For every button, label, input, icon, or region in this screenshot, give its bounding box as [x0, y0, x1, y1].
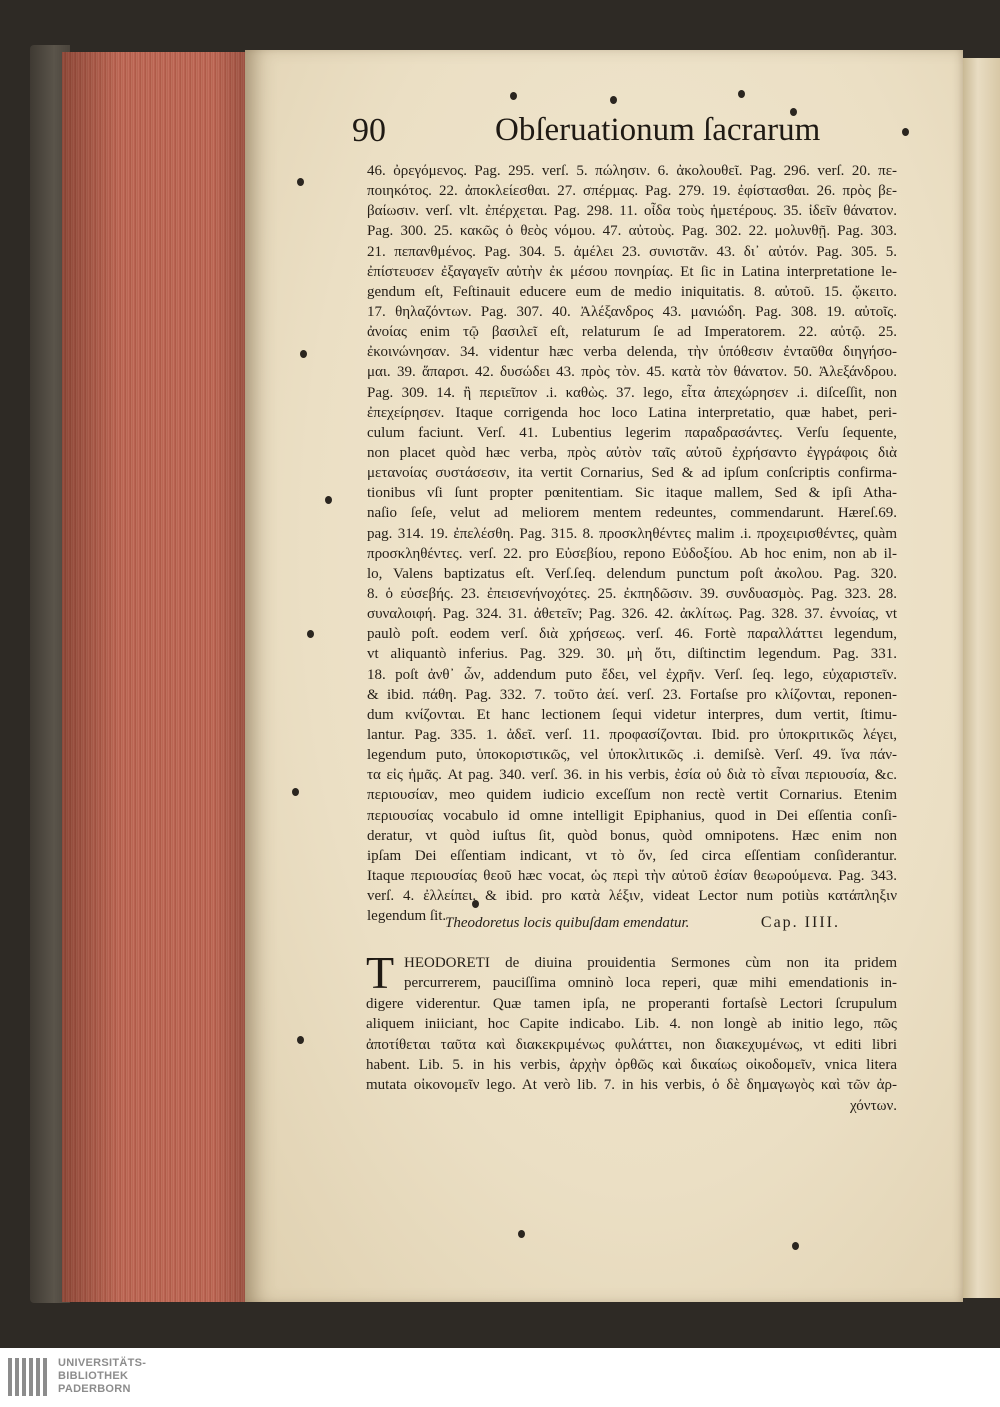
text-line: lantur. Pag. 335. 1. ἀδεῖ. verſ. 11. προφασίζονται. Ibid. pro ὑποκριτικῶς λέγει, [367, 726, 897, 743]
text-line: deratur, vt quòd iuſtus ſit, quòd bonus, quòd omnipotens. Hæc enim non [367, 827, 897, 844]
wormhole [300, 350, 307, 358]
text-line: aliquem iniiciant, hoc Capite indicabo. Lib. 4. non longè ab initio lego, πῶς [366, 1016, 897, 1033]
text-line: 17. θηλαζόντων. Pag. 307. 40. Ἀλέξανδρος 43. μανιώδη. Pag. 308. 19. αὐτοῖς. [367, 303, 897, 320]
text-line: βαίωσιν. verſ. vlt. ἐπέρχεται. Pag. 298. 11. οἶδα τοὺς ἡμετέρους. 35. ἰδεῖν θάνατον. [367, 203, 897, 220]
text-line: περιουσίαν, meo quidem iudicio exceſſum non rectè vertit Cornarius. Etenim [367, 787, 897, 804]
library-logo-icon [8, 1358, 50, 1396]
text-line: Pag. 309. 14. ἢ περιεῖπον .i. καθὼς. 37. lego, εἶτα ἀπεχώρησεν .i. diſceſſit, non [367, 384, 897, 401]
text-line: Itaque περιουσίας θεοῦ hæc vocat, ὡς περὶ τὴν αὐτοῦ ἐσίαν θεωρούμενα. Pag. 343. [367, 867, 897, 884]
facing-page-edge [963, 58, 1000, 1298]
text-line: 18. poſt ἀνθ᾽ ὧν, addendum puto ἔδει, vel ἐχρῆν. Verſ. ſeq. lego, εὐχαριστεῖν. [367, 666, 897, 683]
wormhole [325, 496, 332, 504]
text-line: dum κνίζονται. Et hanc lectionem ſequi videtur interpres, dum vertit, ſtimu- [367, 706, 897, 723]
text-line: non placet quòd hæc verba, πρὸς αὐτὸν ταῖς αὐτοῦ ἐχρήσαντο ἐγγράφοις διὰ [367, 444, 897, 461]
page-header [352, 112, 822, 162]
text-line: ἐπίστευσεν ἐξαγαγεῖν αὐτὴν ἐκ μέσου πονηρίας. Et ſic in Latina interpretatione le- [367, 263, 897, 280]
text-line: vt aliquantò inferius. Pag. 329. 30. μὴ ὅτι, diſtinctim legendum. Pag. 331. [367, 646, 897, 663]
text-line: 46. ὀρεγόμενος. Pag. 295. verſ. 5. πώλησιν. 6. ἀκολουθεῖ. Pag. 296. verſ. 20. πε- [367, 163, 897, 179]
wormhole [738, 90, 745, 98]
wormhole [510, 92, 517, 100]
wormhole [610, 96, 617, 104]
text-line: digere viderentur. Quæ tamen ipſa, ne properanti fortaſsè Lectori ſcrupulum [366, 995, 897, 1012]
text-line: legendum ſit. [367, 908, 447, 925]
library-logo-text [58, 1357, 146, 1396]
chapter-number: Cap. IIII. [760, 914, 840, 931]
text-line: culum faciunt. Verſ. 41. Lubentius legerim παραδρασάντες. Verſu ſequente, [367, 424, 897, 441]
red-page-edges [62, 52, 252, 1302]
text-line: περιουσίας vocabulo id omne intelligit Epiphanius, quod in Dei eſſentia conſi- [367, 807, 897, 824]
text-line: μαι. 39. ἅπαρσι. 42. δυσώδει 43. πρὸς τὸν. 45. κατὰ τὸν θάνατον. 50. Ἀλεξάνδρου. [367, 364, 897, 381]
wormhole [792, 1242, 799, 1250]
footer-bar [0, 1348, 1000, 1407]
drop-cap: T [366, 947, 395, 998]
wormhole [297, 178, 304, 186]
text-line: paulò poſt. eodem verſ. διὰ χρήσεως. verſ. 46. Fortè παραλλάττει legendum, [367, 626, 897, 643]
text-line: ἀποτίθεται ταῦτα καὶ διακεκριμένως φυλάττει, non διακεχυμένως, vt editi libri [366, 1036, 897, 1053]
chapter-title: Theodoretus locis quibuſdam emendatur. [445, 915, 690, 931]
running-title: Obſeruationum ſacrarum [495, 112, 821, 148]
text-line: ποιηκότος. 22. ἀποκλείεσθαι. 27. σπέρμας. Pag. 279. 19. ἐφίστασθαι. 26. πρὸς βε- [367, 183, 897, 200]
text-line: tionibus vſi ſunt propter pœnitentiam. Sic itaque mallem, Sed & ipſi Atha- [367, 485, 897, 502]
text-line: ipſam Dei eſſentiam indicant, vt τὸ ὄν, ſed circa eſſentiam conſiderantur. [367, 847, 897, 864]
chapter-heading [445, 915, 840, 939]
text-line: pag. 314. 19. ἐπελέσθη. Pag. 315. 8. προσκληθέντες malim .i. προχειρισθέντες, quàm [367, 525, 897, 542]
text-line: percurrerem, pauciſſima omninò loca reperi, quæ mihi emendationis in- [404, 975, 897, 992]
text-line: lo, Valens baptizatus eſt. Verſ.ſeq. delendum punctum poſt ἀκολου. Pag. 320. [367, 565, 897, 582]
text-line: ἐπεχείρησεν. Itaque corrigenda hoc loco Latina interpretatio, quæ habet, peri- [367, 404, 897, 421]
wormhole [307, 630, 314, 638]
logo-line: PADERBORN [58, 1383, 131, 1395]
text-line: legendum puto, ὑποκοριστικῶς, vel ὑποκλιτικῶς .i. demiſsè. Verſ. 49. ἵνα πάν- [367, 747, 897, 764]
text-line: naſio ſeſe, velut ad meliorem mentem redeuntes, commendarunt. Hæreſ.69. [367, 505, 897, 522]
wormhole [297, 1036, 304, 1044]
text-line: προσκληθέντες. verſ. 22. pro Εὐσεβίου, repono Εὐδοξίου. Ab hoc enim, non ab il- [367, 545, 897, 562]
text-line: & ibid. πάθη. Pag. 332. 7. τοῦτο ἀεί. verſ. 23. Fortaſse pro κλίζονται, reponen- [367, 686, 897, 703]
wormhole [518, 1230, 525, 1238]
text-line: mutata οἰκονομεῖν lego. At verò lib. 7. in his verbis, ὁ δὲ δημαγωγὸς καὶ τῶν ἀρ- [366, 1077, 897, 1094]
text-line: Pag. 300. 25. κακῶς ὁ θεὸς νόμου. 47. αὐτοὺς. Pag. 302. 22. μολυνθῇ. Pag. 303. [367, 223, 897, 240]
text-line: 8. ὁ εὐσεβής. 23. ἐπεισενήνοχότες. 25. ἐκπηδῶσιν. 39. συνδυασμὸς. Pag. 323. 28. [367, 585, 897, 602]
logo-line: BIBLIOTHEK [58, 1370, 129, 1382]
text-line: 21. πεπανθμένος. Pag. 304. 5. ἀμέλει 23. συνιστᾶν. 43. δι᾽ αὐτόν. Pag. 305. 5. [367, 243, 897, 260]
logo-line: UNIVERSITÄTS- [58, 1357, 147, 1369]
observations-text-block [367, 161, 897, 926]
page-number: 90 [352, 112, 386, 149]
text-line: ἐκοινώνησαν. 34. videntur hæc verba delenda, τὴν ὑπόθεσιν ἐνταῦθα διηγήσο- [367, 344, 897, 361]
text-line: συναλοιφή. Pag. 324. 31. ἀθετεῖν; Pag. 326. 42. ἀκλίτως. Pag. 328. 37. ἐννοίας, vt [367, 606, 897, 623]
text-line: χόντων. [849, 1097, 897, 1114]
text-line: τα εἰς ἡμᾶς. At pag. 340. verſ. 36. in his verbis, ἐσία οὐ διὰ τὸ εἶναι περιουσία, &c. [367, 767, 897, 784]
text-line: ἀνοίας enim τῷ βασιλεῖ eſt, relaturum ſe ad Imperatorem. 22. αὐτῷ. 25. [367, 324, 897, 341]
wormhole [902, 128, 909, 136]
text-line: μετανοίας συστάσεσιν, ita vertit Cornarius, Sed & ad ipſum conſcriptis confirma- [367, 465, 897, 482]
chapter-text-block [366, 953, 897, 1116]
wormhole [292, 788, 299, 796]
text-line: habent. Lib. 5. in his verbis, ἀρχὴν ὀρθῶς καὶ δικαίως οἰκοδομεῖν, vnica litera [366, 1056, 897, 1073]
text-line: gendum eſt, Feſtinauit educere eum de medio iniquitatis. 8. αὐτοῦ. 15. ᾤκειτο. [367, 283, 897, 300]
text-line: HEODORETI de diuina prouidentia Sermones cùm non ita pridem [404, 955, 897, 971]
text-line: verſ. 4. ἐλλείπει. & ibid. pro κατὰ λέξιν, videat Lector num potiùs κατάπληξιν [367, 888, 897, 905]
